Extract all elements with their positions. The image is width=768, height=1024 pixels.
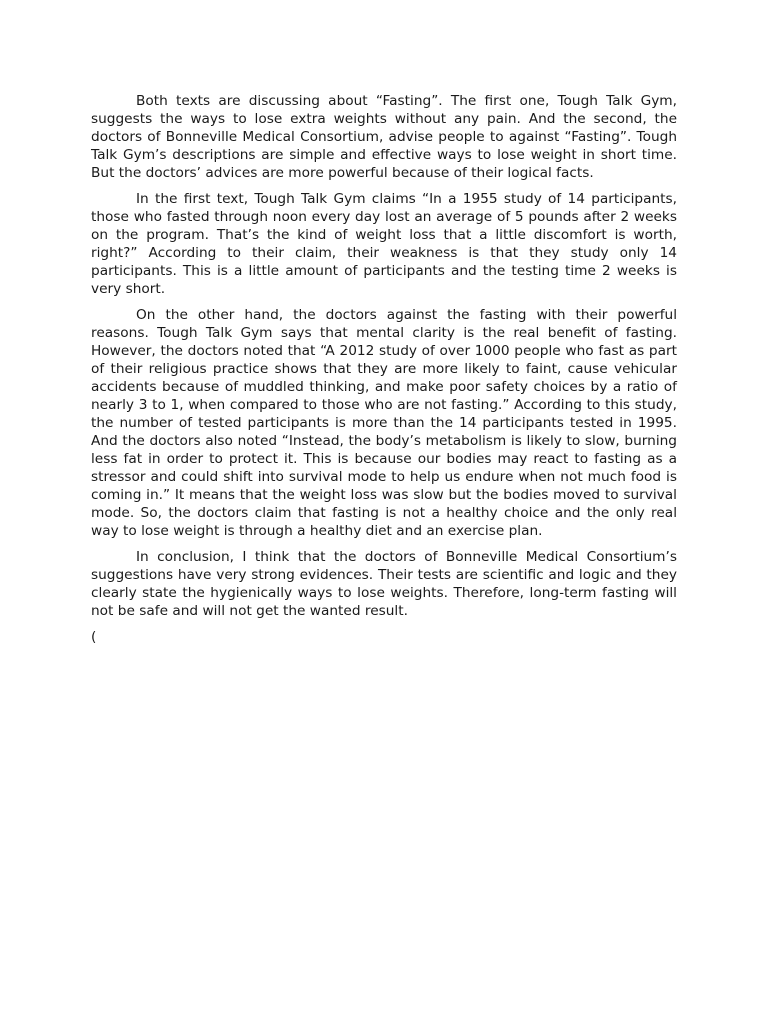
trailing-parenthesis: ( <box>91 629 97 645</box>
paragraph-first-text: In the first text, Tough Talk Gym claims “In a 1955 study of 14 participants, those who fasted through noon every day lost an average of 5 pounds after 2 weeks on the program. That’s the kind of weight loss that a little discomfort is worth, right?” According to their claim, their weakness is that they study only 14 participants. This is a little amount of participants and the testing time 2 weeks is very short. <box>91 191 677 297</box>
paragraph-other-hand: On the other hand, the doctors against the fasting with their powerful reasons. Tough Talk Gym says that mental clarity is the real benefit of fasting. However, the doctors noted that “A 2012 study of over 1000 people who fast as part of their religious practice shows that they are more likely to faint, cause vehicular accidents because of muddled thinking, and make poor safety choices by a ratio of nearly 3 to 1, when compared to those who are not fasting.” According to this study, the number of tested participants is more than the 14 participants tested in 1995. And the doctors also noted “Instead, the body’s metabolism is likely to slow, burning less fat in order to protect it. This is because our bodies may react to fasting as a stressor and could shift into survival mode to help us endure when not much food is coming in.” It means that the weight loss was slow but the bodies moved to survival mode. So, the doctors claim that fasting is not a healthy choice and the only real way to lose weight is through a healthy diet and an exercise plan. <box>91 307 677 539</box>
paragraph-conclusion: In conclusion, I think that the doctors of Bonneville Medical Consortium’s suggestions have very strong evidences. Their tests are scientific and logic and they clearly state the hygienically ways to lose weights. Therefore, long-term fasting will not be safe and will not get the wanted result. <box>91 549 677 619</box>
document-body <box>91 92 677 646</box>
paragraph-intro: Both texts are discussing about “Fasting”. The first one, Tough Talk Gym, suggests the ways to lose extra weights without any pain. And the second, the doctors of Bonneville Medical Consortium, advise people to against “Fasting”. Tough Talk Gym’s descriptions are simple and effective ways to lose weight in short time. But the doctors’ advices are more powerful because of their logical facts. <box>91 93 677 181</box>
